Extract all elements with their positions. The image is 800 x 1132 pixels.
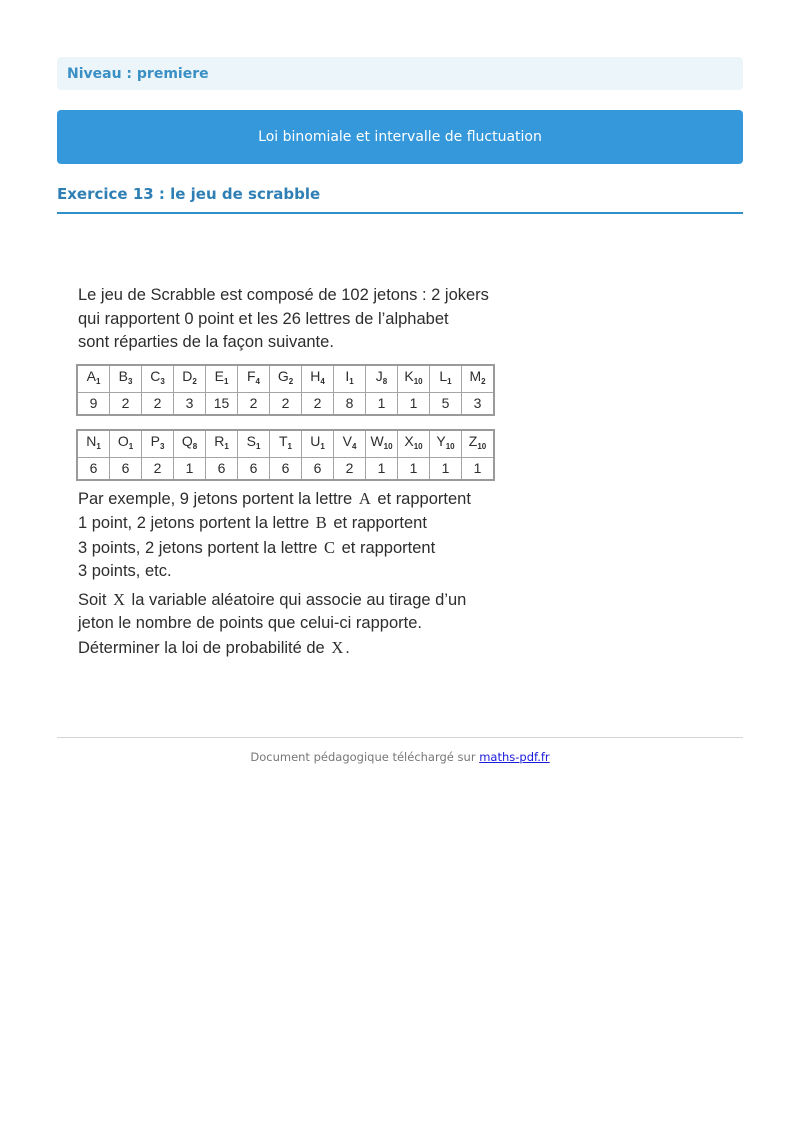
letter-cell [270,430,302,458]
count-cell: 1 [462,457,495,480]
letter-cell [334,365,366,393]
letter-cell [302,365,334,393]
letter-cell [142,365,174,393]
count-cell: 1 [398,392,430,415]
count-cell: 2 [142,392,174,415]
letter-cell [110,365,142,393]
letter-points: 8 [192,441,198,451]
letter: H [310,367,321,384]
count-cell: 3 [174,392,206,415]
letter-cell [270,365,302,393]
letter-points: 10 [477,441,487,451]
letter: L [439,367,448,384]
question-paragraph [78,588,518,661]
letter-points: 10 [445,441,455,451]
letter: A [86,367,96,384]
letter-cell [462,430,495,458]
letter-cell [142,430,174,458]
letter: G [277,367,289,384]
example-line [78,536,518,561]
text: 1 point, 2 jetons portent la lettre [78,514,310,532]
text: Par exemple, 9 jetons portent la lettre [78,489,353,508]
letter-points: 2 [288,376,294,386]
letter: B [118,367,128,384]
letters-row [77,430,494,458]
letter-points: 1 [320,441,325,451]
letter-cell [238,430,270,458]
level-label: Niveau : premiere [67,65,209,82]
intro-line: Le jeu de Scrabble est composé de 102 jetons : 2 jokers [78,286,489,304]
letter-points: 1 [128,441,134,451]
exercise-title: Exercice 13 : le jeu de scrabble [57,185,743,214]
variable-a: A [358,488,371,508]
letter: E [214,367,224,384]
letter-cell [110,430,142,458]
question-line: jeton le nombre de points que celui-ci rapporte. [78,614,422,632]
count-cell: 6 [206,457,238,480]
count-cell: 1 [398,457,430,480]
letter-points: 1 [95,376,101,386]
letter-points: 8 [382,376,388,386]
variable-c: C [324,537,336,557]
count-cell: 3 [462,392,495,415]
letter-cell [174,430,206,458]
letter-points: 3 [127,376,133,386]
intro-line: qui rapportent 0 point et les 26 lettres de l’alphabet [78,309,449,328]
level-banner [57,57,743,90]
count-cell: 2 [302,392,334,415]
count-cell: 5 [430,392,462,415]
letter-cell [366,365,398,393]
letters-row [77,365,494,393]
letter-points: 1 [447,376,452,386]
letter: V [342,432,352,449]
count-cell: 6 [238,457,270,480]
letter-cell [77,365,110,393]
footer [57,750,743,764]
letter-points: 1 [349,376,354,386]
letters-table-1 [76,364,495,416]
footer-text: Document pédagogique téléchargé sur [250,750,476,764]
letter: J [375,367,383,384]
letter: Z [468,432,478,449]
text: et rapportent [333,514,427,532]
letter-cell [430,430,462,458]
letter: X [404,432,414,449]
letter: F [246,367,256,384]
letter-points: 3 [160,376,165,386]
letter: D [182,367,193,384]
letter-points: 1 [223,376,229,386]
letter-cell [77,430,110,458]
letter-points: 10 [413,441,423,451]
text: 3 points, 2 jetons portent la lettre [78,538,318,557]
letter: R [214,432,225,449]
count-cell: 6 [270,457,302,480]
count-cell: 8 [334,392,366,415]
count-cell: 6 [110,457,142,480]
letter-points: 10 [413,376,423,386]
example-line [78,511,518,536]
letter: I [345,367,350,384]
count-cell: 6 [77,457,110,480]
letter-points: 1 [224,441,229,451]
chapter-banner [57,110,743,164]
letter: M [469,367,482,384]
count-cell: 1 [174,457,206,480]
letter-points: 2 [481,376,486,386]
text: et rapportent [377,489,471,508]
variable-x: X [331,637,344,657]
text: et rapportent [341,538,436,557]
letter: O [117,432,129,449]
letter-points: 4 [255,376,260,386]
letter: P [150,432,160,449]
letter: K [404,367,414,384]
text: Déterminer la loi de probabilité de [78,638,325,657]
text: Soit [78,590,107,609]
count-cell: 2 [238,392,270,415]
count-cell: 1 [366,457,398,480]
chapter-title: Loi binomiale et intervalle de fluctuation [258,129,542,145]
letter: T [278,432,288,449]
example-line: 3 points, etc. [78,562,172,580]
letter: Q [181,432,193,449]
letter: N [86,432,97,449]
example-line [78,487,518,512]
letter: W [370,432,384,449]
count-cell: 2 [270,392,302,415]
text: la variable aléatoire qui associe au tirage d’un [131,590,467,609]
footer-divider [57,737,743,738]
letter: U [310,432,321,449]
count-cell: 15 [206,392,238,415]
letter-cell [398,365,430,393]
letter-points: 10 [383,441,393,451]
question-line [78,588,518,613]
letter: C [150,367,161,384]
letter-points: 3 [159,441,165,451]
letters-table-2 [76,429,495,481]
count-cell: 6 [302,457,334,480]
count-cell: 2 [110,392,142,415]
letter-cell [430,365,462,393]
letter-cell [206,430,238,458]
letter-cell [206,365,238,393]
letter-points: 4 [351,441,357,451]
letter-points: 1 [255,441,261,451]
letter-cell [174,365,206,393]
counts-row [77,392,494,415]
count-cell: 1 [366,392,398,415]
letter-points: 4 [320,376,325,386]
letter-cell [398,430,430,458]
letter-points: 1 [287,441,292,451]
variable-x: X [113,589,125,609]
letter-points: 1 [96,441,101,451]
letter-cell [238,365,270,393]
variable-b: B [315,513,327,532]
count-cell: 2 [334,457,366,480]
count-cell: 1 [430,457,462,480]
letter: S [246,432,256,449]
count-cell: 2 [142,457,174,480]
intro-line: sont réparties de la façon suivante. [78,333,334,351]
footer-link[interactable]: maths-pdf.fr [479,750,550,764]
letter-cell [366,430,398,458]
text: . [345,638,350,657]
example-paragraph [78,487,518,584]
counts-row [77,457,494,480]
letter-cell [334,430,366,458]
exercise-content [78,284,518,660]
letter-cell [462,365,495,393]
letter-points: 2 [192,376,197,386]
letter-cell [302,430,334,458]
question-line [78,636,518,661]
letter: Y [436,432,446,449]
count-cell: 9 [77,392,110,415]
